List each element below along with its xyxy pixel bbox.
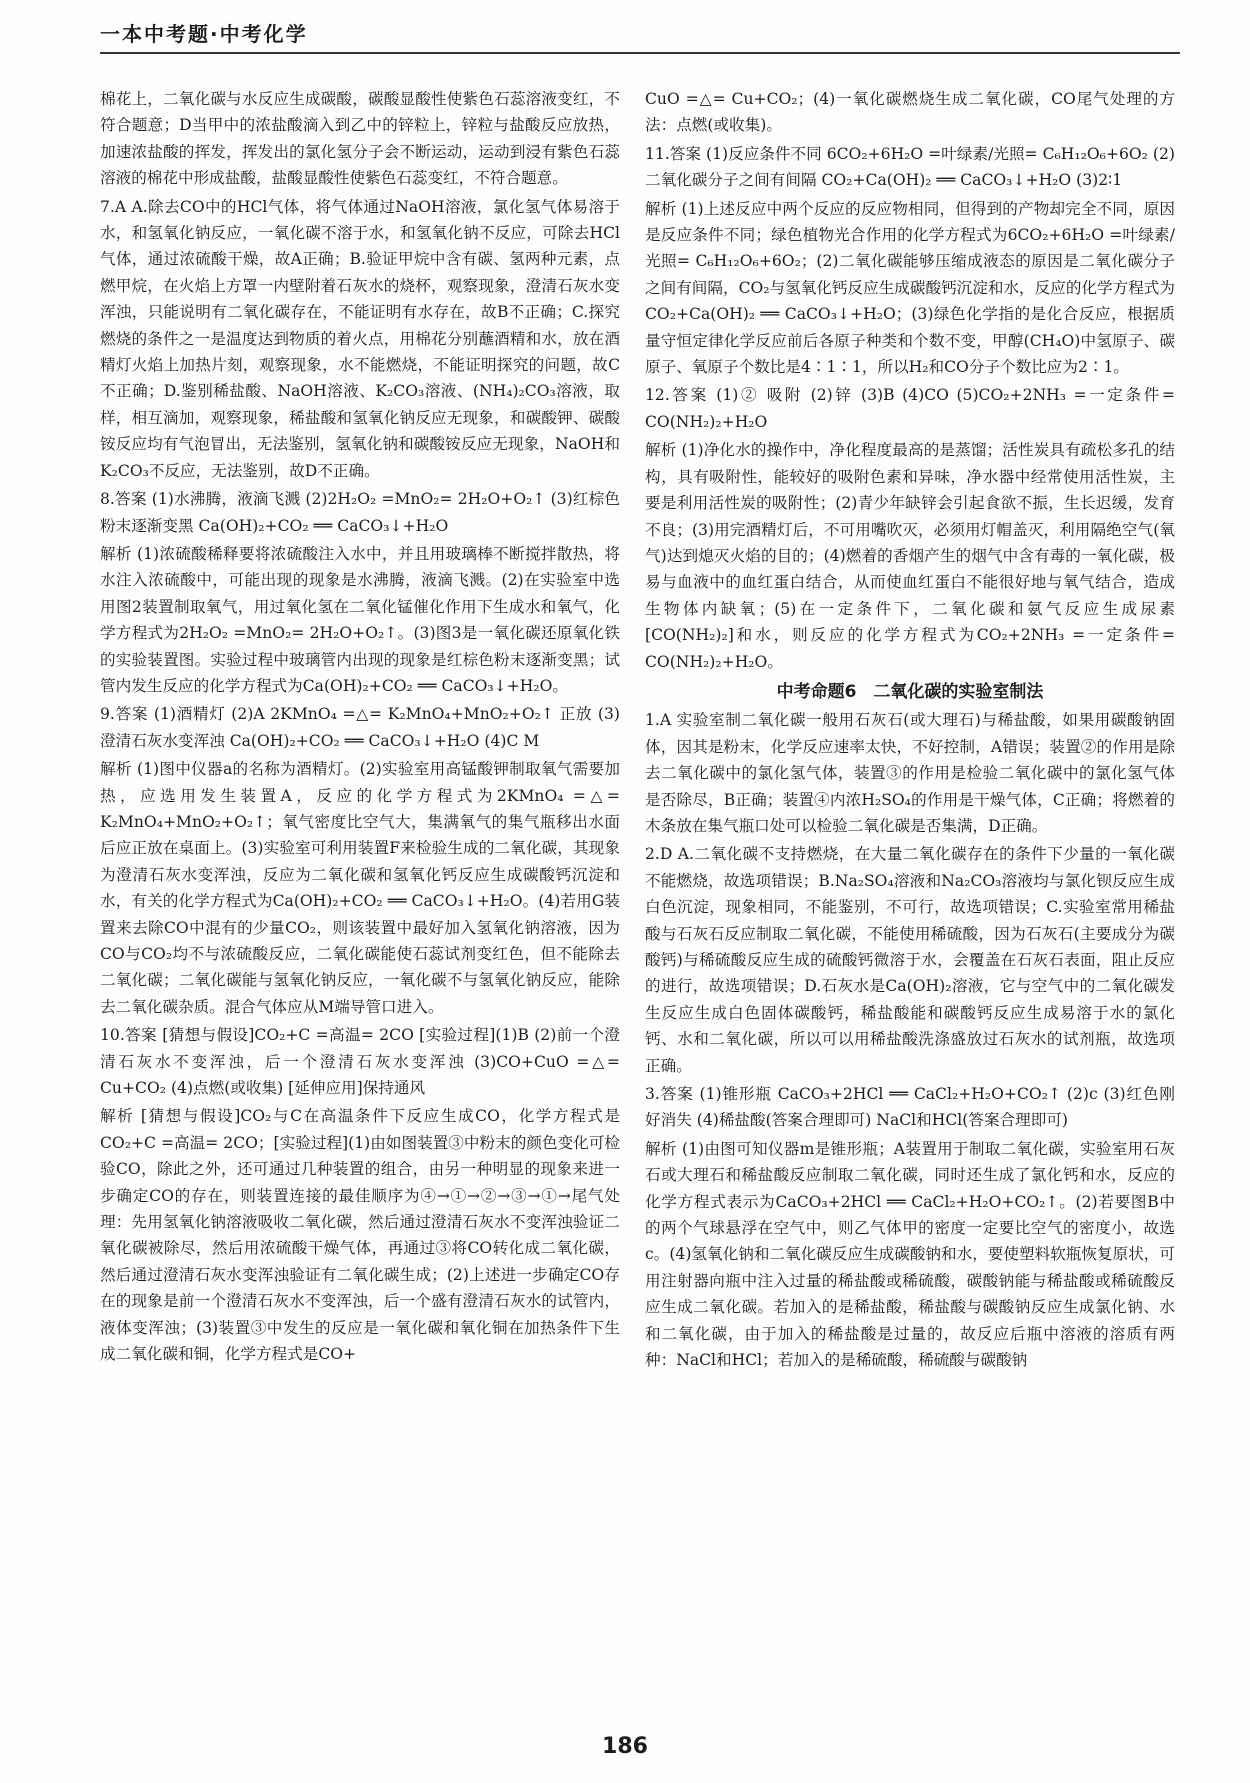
- q10-analysis: 解析 [猜想与假设]CO₂与C在高温条件下反应生成CO，化学方程式是CO₂+C =高温= 2CO；[实验过程](1)由如图装置③中粉末的颜色变化可检验CO，除此之外，还可通过几种装置的组合，由另一种明显的现象来进一步确定CO的存在，则装置连接的最佳顺序为④→①→②→③→①→尾气处理：先用氢氧化钠溶液吸收二氧化碳，然后通过澄清石灰水不变浑浊验证二氧化碳被除尽，然后用浓硫酸干燥气体，再通过③将CO转化成二氧化碳，然后通过澄清石灰水变浑浊验证有二氧化碳生成；(2)上述进一步确定CO存在的现象是前一个澄清石灰水不变浑浊，后一个盛有澄清石灰水的试管内，液体变浑浊；(3)装置③中发生的反应是一氧化碳和氧化铜在加热条件下生成二氧化碳和铜，化学方程式是CO+: [100, 1107, 620, 1364]
- left-column: [100, 86, 620, 1368]
- q8-analysis: 解析 (1)浓硫酸稀释要将浓硫酸注入水中，并且用玻璃棒不断搅拌散热，将水注入浓硫酸中，可能出现的现象是水沸腾，液滴飞溅。(2)在实验室中选用图2装置制取氧气，用过氧化氢在二氧化锰催化作用下生成水和氧气，化学方程式为2H₂O₂ =MnO₂= 2H₂O+O₂↑。(3)图3是一氧化碳还原氧化铁的实验装置图。实验过程中玻璃管内出现的现象是红棕色粉末逐渐变黑；试管内发生反应的化学方程式为Ca(OH)₂+CO₂ ══ CaCO₃↓+H₂O。: [100, 544, 620, 695]
- q9-analysis: 解析 (1)图中仪器a的名称为酒精灯。(2)实验室用高锰酸钾制取氧气需要加热，应选用发生装置A，反应的化学方程式为2KMnO₄ =△= K₂MnO₄+MnO₂+O₂↑；氧气密度比空气大，集满氧气的集气瓶移出水面后应正放在桌面上。(3)实验室可利用装置F来检验生成的二氧化碳，其现象为澄清石灰水变浑浊，反应为二氧化碳和氢氧化钙反应生成碳酸钙沉淀和水，有关的化学方程式为Ca(OH)₂+CO₂ ══ CaCO₃↓+H₂O。(4)若用G装置来去除CO中混有的少量CO₂，则该装置中最好加入氢氧化钠溶液，因为CO与CO₂均不与浓硫酸反应，二氧化碳能使石蕊试剂变红色，但不能除去二氧化碳；二氧化碳能与氢氧化钠反应，一氧化碳不与氢氧化钠反应，能除去二氧化碳杂质。混合气体应从M端导管口进入。: [100, 760, 620, 1016]
- q8-answer: 8.答案 (1)水沸腾，液滴飞溅 (2)2H₂O₂ =MnO₂= 2H₂O+O₂↑ (3)红棕色粉末逐渐变黑 Ca(OH)₂+CO₂ ══ CaCO₃↓+H₂O: [100, 490, 620, 535]
- s3-analysis: 解析 (1)由图可知仪器m是锥形瓶；A装置用于制取二氧化碳，实验室用石灰石或大理石和稀盐酸反应制取二氧化碳，同时还生成了氯化钙和水，反应的化学方程式表示为CaCO₃+2HCl ══ CaCl₂+H₂O+CO₂↑。(2)若要图B中的两个气球悬浮在空气中，则乙气体甲的密度一定要比空气的密度小，故选c。(4)氢氧化钠和二氧化碳反应生成碳酸钠和水，要使塑料软瓶恢复原状，可用注射器向瓶中注入过量的稀盐酸或稀硫酸，碳酸钠能与稀盐酸或稀硫酸反应生成二氧化碳。若加入的是稀盐酸，稀盐酸与碳酸钠反应生成氯化钠、水和二氧化碳，由于加入的稀盐酸是过量的，故反应后瓶中溶液的溶质有两种：NaCl和HCl；若加入的是稀硫酸，稀硫酸与碳酸钠: [645, 1139, 1175, 1370]
- s2-answer: 2.D A.二氧化碳不支持燃烧，在大量二氧化碳存在的条件下少量的一氧化碳不能燃烧，故选项错误；B.Na₂SO₄溶液和Na₂CO₃溶液均与氯化钡反应生成白色沉淀，现象相同，不能鉴别，不可行，故选项错误；C.实验室常用稀盐酸与石灰石反应制取二氧化碳，不能使用稀硫酸，因为石灰石(主要成分为碳酸钙)与稀硫酸反应生成的硫酸钙微溶于水，会覆盖在石灰石表面，阻止反应的进行，故选项错误；D.石灰水是Ca(OH)₂溶液，它与空气中的二氧化碳发生反应生成白色固体碳酸钙，稀盐酸能和碳酸钙反应生成易溶于水的氯化钙、水和二氧化碳，所以可以用稀盐酸洗涤盛放过石灰水的试剂瓶，故选项正确。: [645, 845, 1175, 1075]
- page-number: 186: [602, 1734, 648, 1759]
- q11-analysis: 解析 (1)上述反应中两个反应的反应物相同，但得到的产物却完全不同，原因是反应条件不同；绿色植物光合作用的化学方程式为6CO₂+6H₂O =叶绿素/光照= C₆H₁₂O₆+6O₂；(2)二氧化碳能够压缩成液态的原因是二氧化碳分子之间有间隔，CO₂与氢氧化钙反应生成碳酸钙沉淀和水，反应的化学方程式为CO₂+Ca(OH)₂ ══ CaCO₃↓+H₂O；(3)绿色化学指的是化合反应，根据质量守恒定律化学反应前后各原子种类和个数不变，甲醇(CH₄O)中氢原子、碳原子、氧原子个数比是4∶1∶1，所以H₂和CO分子个数比应为2∶1。: [645, 199, 1175, 377]
- header-rule: [100, 52, 1180, 54]
- section-title: 中考命题6 二氧化碳的实验室制法: [776, 681, 1044, 702]
- q6-continuation: 棉花上，二氧化碳与水反应生成碳酸，碳酸显酸性使紫色石蕊溶液变红，不符合题意；D当甲中的浓盐酸滴入到乙中的锌粒上，锌粒与盐酸反应放热，加速浓盐酸的挥发，挥发出的氯化氢分子会不断运动，运动到浸有紫色石蕊溶液的棉花中形成盐酸，盐酸显酸性使紫色石蕊变红，不符合题意。: [100, 90, 620, 188]
- q10-answer: 10.答案 [猜想与假设]CO₂+C =高温= 2CO [实验过程](1)B (2)前一个澄清石灰水不变浑浊，后一个澄清石灰水变浑浊 (3)CO+CuO =△= Cu+CO₂ (4)点燃(或收集) [延伸应用]保持通风: [100, 1026, 620, 1098]
- q10-continuation: CuO =△= Cu+CO₂；(4)一氧化碳燃烧生成二氧化碳，CO尾气处理的方法：点燃(或收集)。: [645, 90, 1175, 135]
- s3-answer: 3.答案 (1)锥形瓶 CaCO₃+2HCl ══ CaCl₂+H₂O+CO₂↑ (2)c (3)红色刚好消失 (4)稀盐酸(答案合理即可) NaCl和HCl(答案合理即可): [645, 1085, 1175, 1130]
- q11-answer: 11.答案 (1)反应条件不同 6CO₂+6H₂O =叶绿素/光照= C₆H₁₂O₆+6O₂ (2)二氧化碳分子之间有间隔 CO₂+Ca(OH)₂ ══ CaCO₃↓+H₂O (3)2∶1: [645, 144, 1175, 190]
- q7-answer: 7.A A.除去CO中的HCl气体，将气体通过NaOH溶液，氯化氢气体易溶于水，和氢氧化钠反应，一氧化碳不溶于水，和氢氧化钠不反应，可除去HCl气体，通过浓硫酸干燥，故A正确；B.验证甲烷中含有碳、氢两种元素，点燃甲烷，在火焰上方罩一内壁附着石灰水的烧杯，观察现象，澄清石灰水变浑浊，只能说明有二氧化碳存在，不能证明有水存在，故B不正确；C.探究燃烧的条件之一是温度达到物质的着火点，用棉花分别蘸酒精和水，放在酒精灯火焰上加热片刻，观察现象，水不能燃烧，不能证明探究的问题，故C不正确；D.鉴别稀盐酸、NaOH溶液、K₂CO₃溶液、(NH₄)₂CO₃溶液，取样，相互滴加，观察现象，稀盐酸和氢氧化钠反应无现象，和碳酸钾、碳酸铵反应均有气泡冒出，无法鉴别，氢氧化钠和碳酸铵反应无现象，NaOH和K₂CO₃不反应，无法鉴别，故D不正确。: [100, 197, 620, 480]
- running-header: 一本中考题·中考化学: [100, 22, 308, 46]
- q12-analysis: 解析 (1)净化水的操作中，净化程度最高的是蒸馏；活性炭具有疏松多孔的结构，具有吸附性，能较好的吸附色素和异味，净水器中经常使用活性炭，主要是利用活性炭的吸附性；(2)青少年缺锌会引起食欲不振，生长迟缓，发育不良；(3)用完酒精灯后，不可用嘴吹灭，必须用灯帽盖灭，利用隔绝空气(氧气)达到熄灭火焰的目的；(4)燃着的香烟产生的烟气中含有毒的一氧化碳，极易与血液中的血红蛋白结合，从而使血红蛋白不能很好地与氧气结合，造成生物体内缺氧；(5)在一定条件下，二氧化碳和氨气反应生成尿素[CO(NH₂)₂]和水，则反应的化学方程式为CO₂+2NH₃ =一定条件= CO(NH₂)₂+H₂O。: [645, 441, 1175, 671]
- q12-answer: 12.答案 (1)② 吸附 (2)锌 (3)B (4)CO (5)CO₂+2NH₃ =一定条件= CO(NH₂)₂+H₂O: [645, 386, 1175, 431]
- s1-answer: 1.A 实验室制二氧化碳一般用石灰石(或大理石)与稀盐酸，如果用碳酸钠固体，因其是粉末，化学反应速率太快，不好控制，A错误；装置②的作用是除去二氧化碳中的氯化氢气体，装置③的作用是检验二氧化碳中的氯化氢气体是否除尽，B正确；装置④内浓H₂SO₄的作用是干燥气体，C正确；将燃着的木条放在集气瓶口处可以检验二氧化碳是否集满，D正确。: [645, 711, 1175, 835]
- right-column: [645, 86, 1175, 1374]
- q9-answer: 9.答案 (1)酒精灯 (2)A 2KMnO₄ =△= K₂MnO₄+MnO₂+O₂↑ 正放 (3)澄清石灰水变浑浊 Ca(OH)₂+CO₂ ══ CaCO₃↓+H₂O (4)C M: [100, 705, 620, 750]
